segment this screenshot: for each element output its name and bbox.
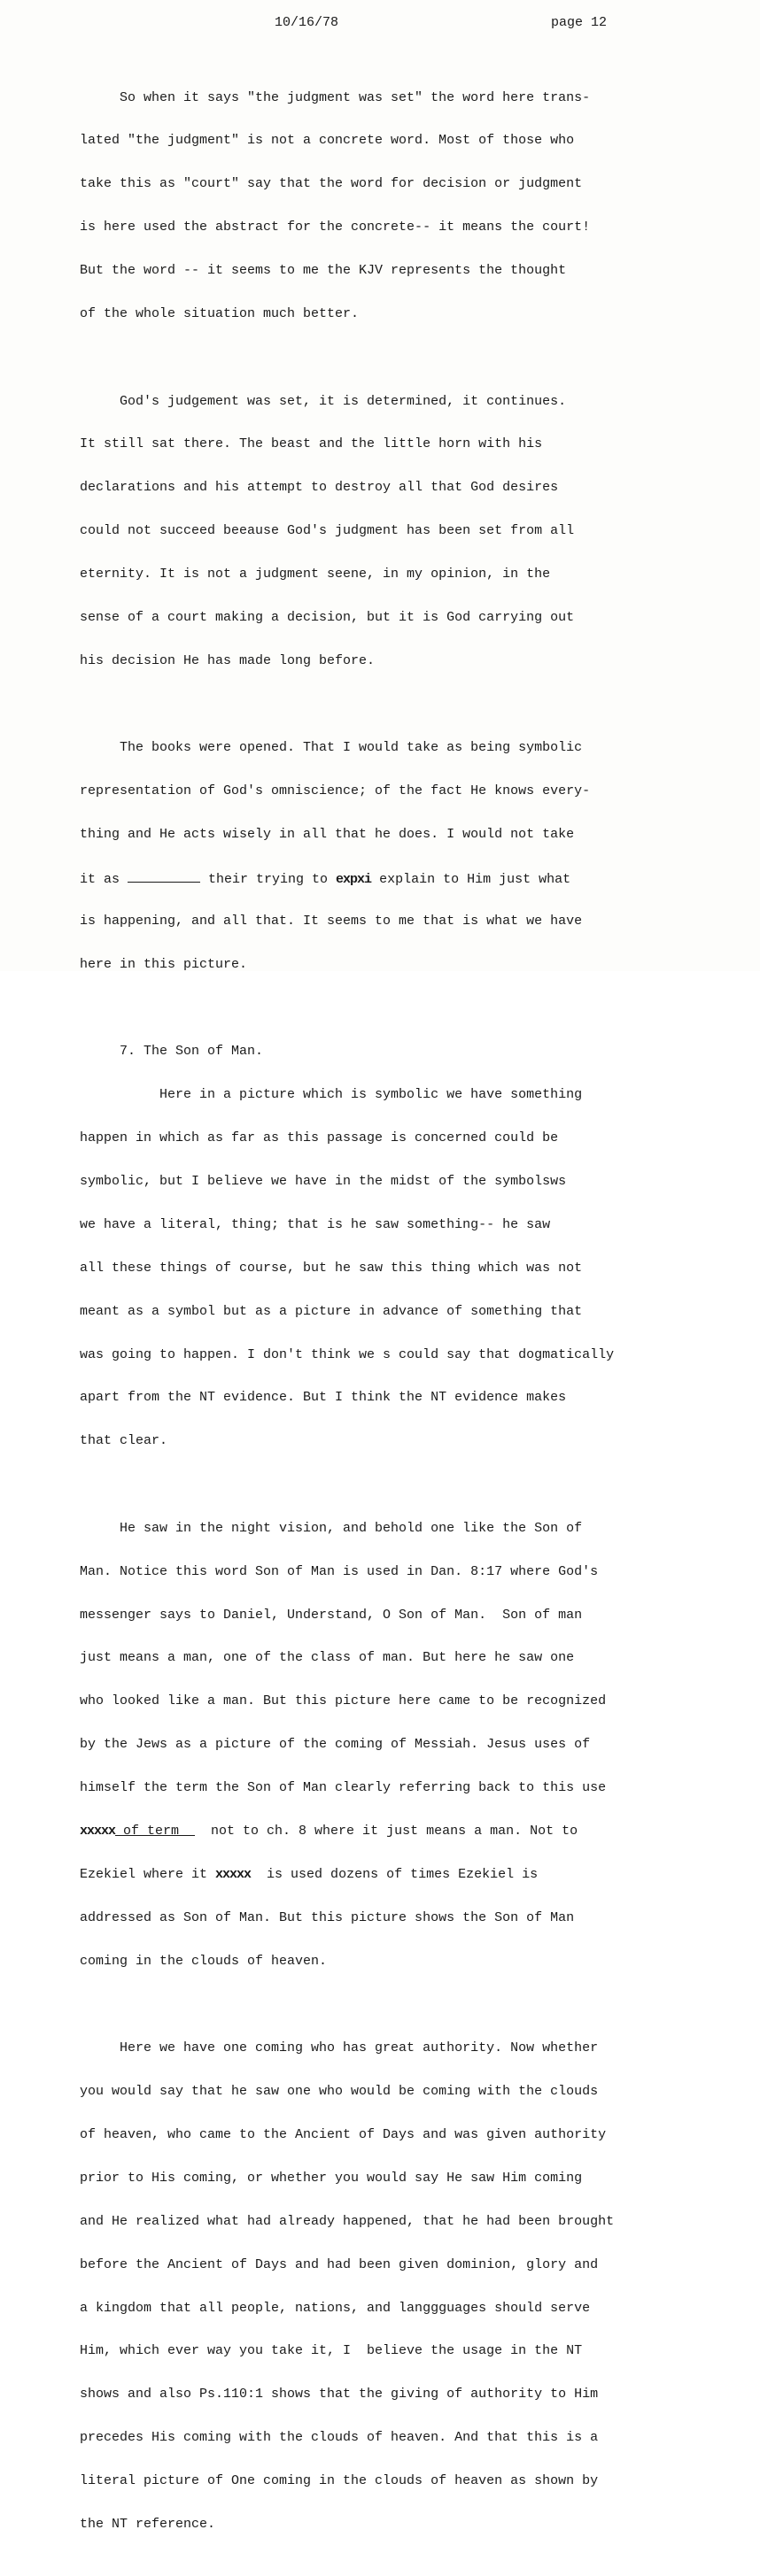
text-line: Here in a picture which is symbolic we have something bbox=[80, 1087, 583, 1103]
text-fragment: is used dozens of times Ezekiel is bbox=[251, 1866, 539, 1882]
text-line: Here we have one coming who has great authority. Now whether bbox=[80, 2040, 599, 2056]
paragraph-books-opened bbox=[80, 713, 753, 1001]
text-line: precedes His coming with the clouds of heaven. And that this is a bbox=[80, 2430, 599, 2446]
text-line: himself the term the Son of Man clearly referring back to this use bbox=[80, 1780, 607, 1796]
text-line: a kingdom that all people, nations, and langgguages should serve bbox=[80, 2300, 591, 2316]
text-line: is here used the abstract for the concrete-- it means the court! bbox=[80, 220, 591, 235]
text-line: eternity. It is not a judgment seene, in my opinion, in the bbox=[80, 567, 551, 582]
text-line: The books were opened. That I would take as being symbolic bbox=[80, 740, 583, 756]
text-line: lated "the judgment" is not a concrete word. Most of those who bbox=[80, 133, 575, 149]
text-line: and He realized what had already happened, that he had been brought bbox=[80, 2213, 615, 2229]
text-line: who looked like a man. But this picture here came to be recognized bbox=[80, 1693, 607, 1709]
text-line-with-underline bbox=[80, 1824, 753, 1839]
text-fragment: not to ch. 8 where it just means a man. Not to bbox=[195, 1824, 578, 1839]
text-line: So when it says "the judgment was set" the word here trans- bbox=[80, 89, 591, 105]
text-line: was going to happen. I don't think we s could say that dogmatically bbox=[80, 1346, 615, 1362]
text-line: here in this picture. bbox=[80, 956, 248, 972]
text-line: sense of a court making a decision, but it is God carrying out bbox=[80, 609, 575, 625]
text-line: we have a literal, thing; that is he saw something-- he saw bbox=[80, 1216, 551, 1232]
paragraph-son-of-man bbox=[80, 1016, 753, 1478]
text-line: thing and He acts wisely in all that he does. I would not take bbox=[80, 827, 575, 843]
underlined-text: of term bbox=[115, 1824, 196, 1839]
text-line: take this as "court" say that the word for decision or judgment bbox=[80, 176, 583, 192]
text-line: representation of God's omniscience; of the fact He knows every- bbox=[80, 783, 591, 799]
text-line: messenger says to Daniel, Understand, O Son of Man. Son of man bbox=[80, 1607, 583, 1623]
text-line-with-strike bbox=[80, 1868, 753, 1882]
text-line: addressed as Son of Man. But this picture shows the Son of Man bbox=[80, 1909, 575, 1925]
text-line: meant as a symbol but as a picture in advance of something that bbox=[80, 1303, 583, 1319]
text-fragment: Ezekiel where it bbox=[80, 1866, 216, 1882]
text-line: literal picture of One coming in the clouds of heaven as shown by bbox=[80, 2473, 599, 2489]
paragraph-great-authority bbox=[80, 2013, 753, 2561]
text-line: shows and also Ps.110:1 shows that the giving of authority to Him bbox=[80, 2387, 599, 2402]
text-line: declarations and his attempt to destroy all that God desires bbox=[80, 480, 559, 496]
text-fragment: it as bbox=[80, 872, 128, 888]
paragraph-gods-judgement bbox=[80, 366, 753, 698]
text-line: happen in which as far as this passage is concerned could be bbox=[80, 1130, 559, 1146]
header-page-number: page 12 bbox=[551, 15, 608, 30]
page-header bbox=[0, 16, 760, 34]
paragraph-judgment-set bbox=[80, 62, 753, 351]
text-line: apart from the NT evidence. But I think the NT evidence makes bbox=[80, 1390, 567, 1406]
section-heading: 7. The Son of Man. bbox=[80, 1044, 264, 1060]
header-date: 10/16/78 bbox=[275, 15, 339, 30]
text-line: that clear. bbox=[80, 1433, 168, 1449]
text-line: God's judgement was set, it is determined, it continues. bbox=[80, 393, 567, 409]
text-line: of the whole situation much better. bbox=[80, 306, 360, 322]
text-line: symbolic, but I believe we have in the midst of the symbolsws bbox=[80, 1173, 567, 1189]
text-line: of heaven, who came to the Ancient of Days and was given authority bbox=[80, 2126, 607, 2142]
struck-out-text: xxxxx bbox=[215, 1866, 252, 1882]
text-line: Him, which ever way you take it, I believe the usage in the NT bbox=[80, 2343, 583, 2359]
fill-in-blank bbox=[128, 871, 200, 883]
text-line: coming in the clouds of heaven. bbox=[80, 1953, 328, 1969]
struck-out-text: expxi bbox=[336, 872, 372, 888]
struck-out-text: xxxxx bbox=[80, 1824, 116, 1839]
text-fragment: their trying to bbox=[200, 872, 337, 888]
text-line: all these things of course, but he saw this thing which was not bbox=[80, 1260, 583, 1276]
document-body bbox=[80, 62, 753, 2576]
text-line: before the Ancient of Days and had been given dominion, glory and bbox=[80, 2256, 599, 2272]
text-line: But the word -- it seems to me the KJV represents the thought bbox=[80, 263, 567, 279]
text-line: by the Jews as a picture of the coming of Messiah. Jesus uses of bbox=[80, 1737, 591, 1753]
text-line-with-blank bbox=[80, 871, 753, 888]
text-line: It still sat there. The beast and the little horn with his bbox=[80, 436, 543, 452]
text-fragment: explain to Him just what bbox=[371, 872, 571, 888]
text-line: just means a man, one of the class of man. But here he saw one bbox=[80, 1650, 575, 1666]
text-line: prior to His coming, or whether you would say He saw Him coming bbox=[80, 2170, 583, 2186]
text-line: the NT reference. bbox=[80, 2516, 216, 2532]
text-line: his decision He has made long before. bbox=[80, 652, 376, 668]
text-line: is happening, and all that. It seems to me that is what we have bbox=[80, 913, 583, 929]
text-line: could not succeed beeause God's judgment has been set from all bbox=[80, 523, 575, 539]
text-line: He saw in the night vision, and behold one like the Son of bbox=[80, 1520, 583, 1536]
paragraph-night-vision bbox=[80, 1492, 753, 1997]
text-line: you would say that he saw one who would be coming with the clouds bbox=[80, 2084, 599, 2100]
text-line: Man. Notice this word Son of Man is used in Dan. 8:17 where God's bbox=[80, 1563, 599, 1579]
